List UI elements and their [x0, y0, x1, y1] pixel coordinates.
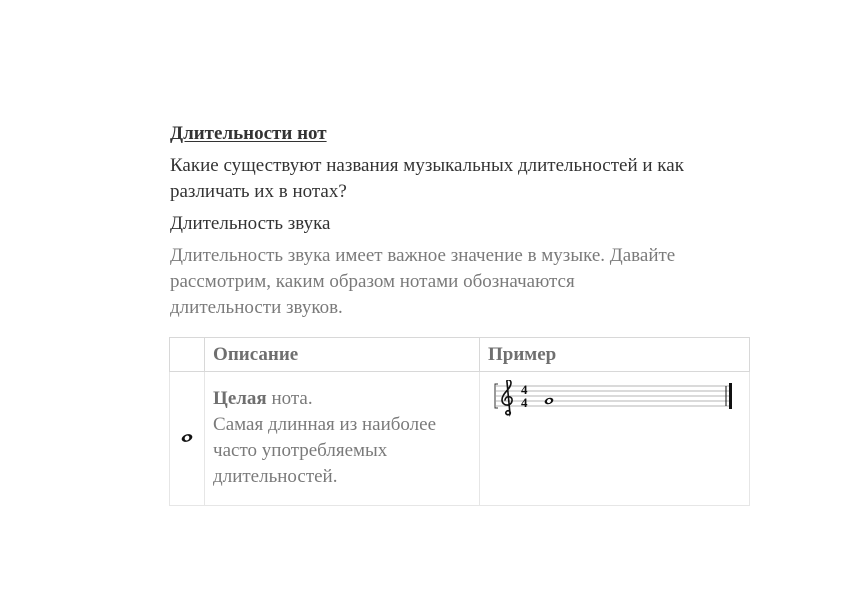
time-signature-top: 4	[521, 382, 528, 397]
table-row	[170, 372, 750, 506]
header-example: Пример	[480, 338, 750, 372]
music-staff-example	[494, 380, 739, 422]
intro-paragraph: Длительность звука имеет важное значение в музыке. Давайте рассмотрим, каким образом нотами обозначаются длительности звуков.	[170, 245, 676, 318]
document-page	[170, 121, 750, 321]
question-text: Какие существуют названия музыкальных длительностей и как различать их в нотах?	[170, 155, 684, 202]
note-description: Самая длинная из наиболее часто употребляемых длительностей.	[213, 414, 436, 487]
staff-lines	[496, 386, 732, 406]
treble-clef-icon	[502, 380, 512, 415]
note-durations-table	[169, 337, 750, 506]
note-name: Целая	[213, 388, 267, 409]
symbol-cell	[170, 372, 205, 506]
time-signature-bottom: 4	[521, 395, 528, 410]
note-name-suffix: нота.	[266, 388, 313, 409]
whole-note-icon	[180, 433, 194, 443]
header-description: Описание	[205, 338, 480, 372]
section-subheading: Длительность звука	[170, 213, 331, 234]
whole-note-icon	[544, 397, 555, 406]
example-cell	[480, 372, 750, 506]
page-title: Длительности нот	[170, 123, 327, 144]
table-header-row	[170, 338, 750, 372]
header-symbol	[170, 338, 205, 372]
description-cell	[205, 372, 480, 506]
